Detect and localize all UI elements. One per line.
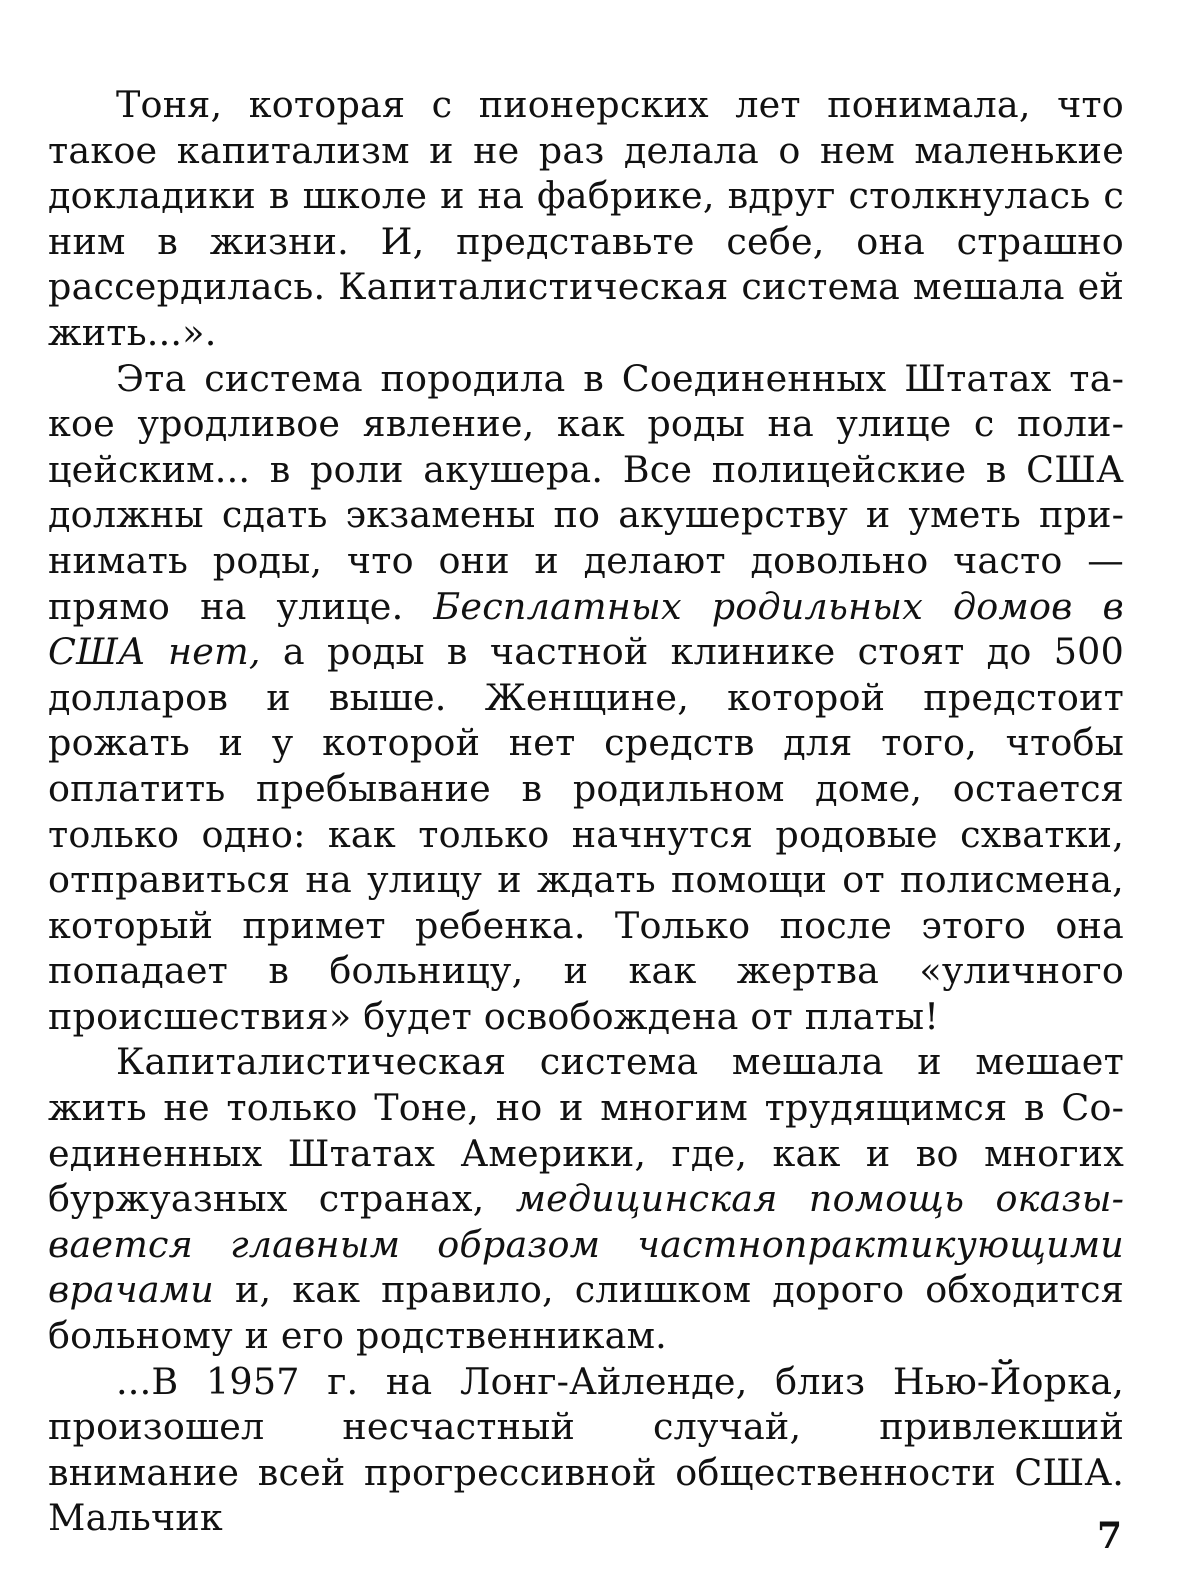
paragraph-4-text: ...В 1957 г. на Лонг-Айленде, близ Нью-Йорка, произошел несчастный случай, привлекший внимание всей прогрессивной общественности США. Мальчик — [48, 1359, 1124, 1540]
paragraph-1-text: Тоня, которая с пионерских лет понимала, что такое капитализм и не раз делала о нем маленькие докладики в школе и на фабрике, вдруг столкнулась с ним в жизни. И, представьте себе, она страшно рассердилась. Капиталистическая система мешала ей жить...». — [48, 83, 1124, 354]
paragraph-2 — [48, 356, 1124, 1040]
paragraph-2-text-a: Эта система породила в Соединенных Штатах такое уродливое явление, как роды на улице с полицейским... в роли акушера. Все полицейские в США должны сдать экзамены по акушерству и уметь принимать роды, что они и делают довольно часто — прямо на улице. — [48, 356, 1124, 628]
paragraph-3 — [48, 1039, 1124, 1358]
paragraph-2-text-b: а роды в частной клинике стоят до 500 долларов и выше. Женщине, которой предстоит рожать и у которой нет средств для того, чтобы оплатить пребывание в родильном доме, остается только одно: как только начнутся родовые схватки, отправиться на улицу и ждать помощи от полисмена, который примет ребенка. Только после этого она попадает в больницу, и как жертва «уличного происшествия» будет освобождена от платы! — [48, 630, 1124, 1038]
paragraph-3-text-a: Капиталистическая система мешала и мешает жить не только Тоне, но и многим трудящимся в Соединенных Штатах Америки, где, как и во многих буржуазных странах, — [48, 1040, 1124, 1221]
page-number: 7 — [1096, 1515, 1122, 1557]
paragraph-1 — [48, 82, 1124, 356]
body-text — [48, 82, 1124, 1541]
paragraph-2-emphasis: Бесплатных родильных домов в США нет, — [48, 584, 1124, 674]
paragraph-4 — [48, 1359, 1124, 1541]
paragraph-3-text-b: и, как правило, слишком дорого обходится больному и его родственникам. — [48, 1268, 1124, 1358]
paragraph-3-emphasis: медицинская помощь оказывается главным образом частнопрактикующими врачами — [48, 1177, 1124, 1312]
